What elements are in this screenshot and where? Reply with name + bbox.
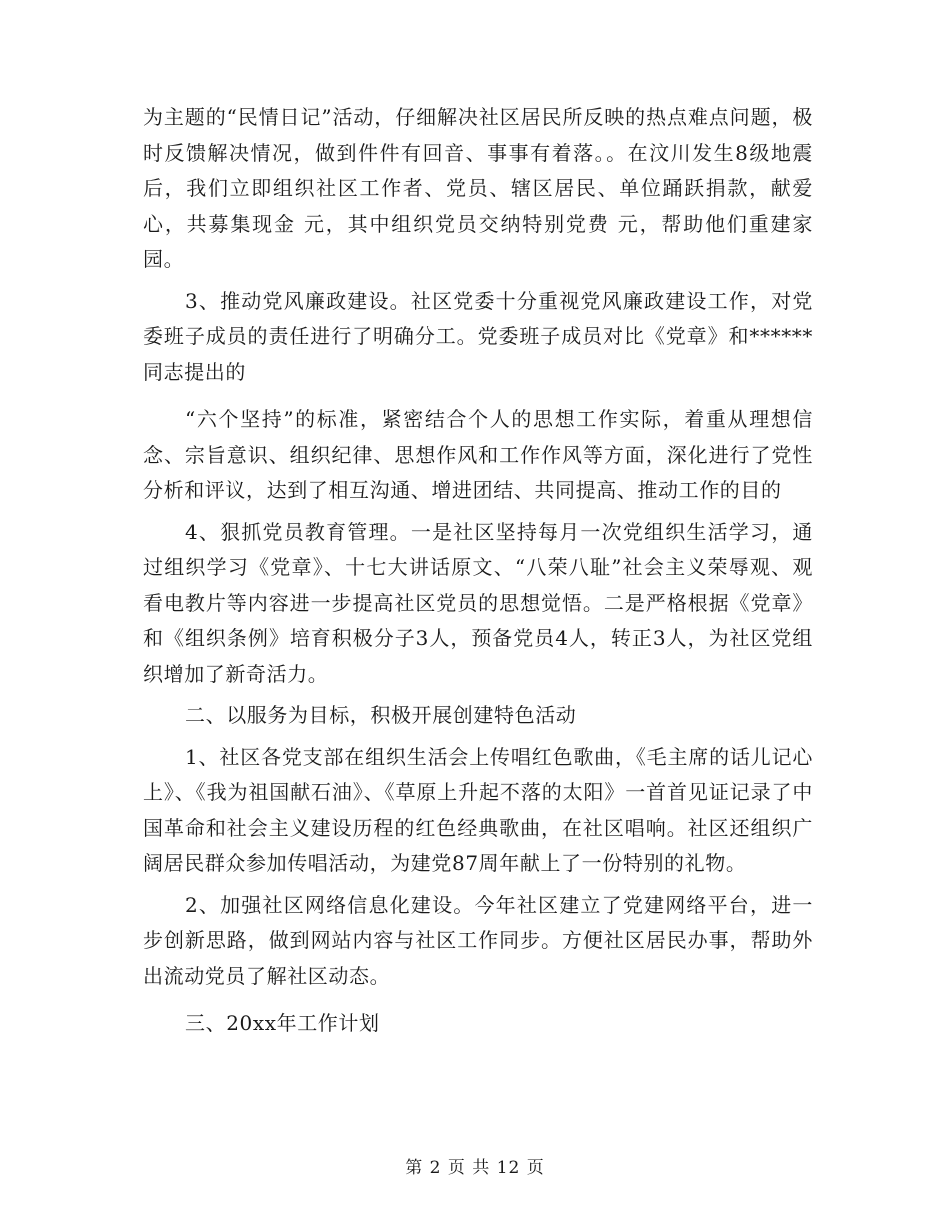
paragraph-six-persistences: “六个坚持”的标准，紧密结合个人的思想工作实际，着重从理想信念、宗旨意识、组织纪律、思想作风和工作作风等方面，深化进行了党性分析和评议，达到了相互沟通、增进团结、共同提高、推动工作的目的 [143,407,813,502]
page-number-footer: 第 2 页 共 12 页 [405,1158,545,1178]
paragraph-party-integrity: 3、推动党风廉政建设。社区党委十分重视党风廉政建设工作，对党委班子成员的责任进行了明确分工。党委班子成员对比《党章》和******同志提出的 [143,288,813,384]
paragraph-red-songs: 1、社区各党支部在组织生活会上传唱红色歌曲，《毛主席的话儿记心上》、《我为祖国献石油》、《草原上升起不落的太阳》一首首见证记录了中国革命和社会主义建设历程的红色经典歌曲，在社区唱响。社区还组织广阔居民群众参加传唱活动，为建党87周年献上了一份特别的礼物。 [143,744,813,875]
section-heading-work-plan: 三、20xx年工作计划 [185,1011,380,1035]
paragraph-minqing-diary: 为主题的“民情日记”活动，仔细解决社区居民所反映的热点难点问题，极时反馈解决情况，做到件件有回音、事事有着落。。在汶川发生8级地震后，我们立即组织社区工作者、党员、辖区居民、单位踊跃捐款，献爱心，共募集现金 元，其中组织党员交纳特别党费 元，帮助他们重建家园。 [143,105,813,271]
document-body [143,100,813,1042]
paragraph-member-education: 4、狠抓党员教育管理。一是社区坚持每月一次党组织生活学习，通过组织学习《党章》、十七大讲话原文、“八荣八耻”社会主义荣辱观、观看电教片等内容进一步提高社区党员的思想觉悟。二是严格根据《党章》和《组织条例》培育积极分子3人，预备党员4人，转正3人，为社区党组织增加了新奇活力。 [143,519,813,686]
section-heading-service: 二、以服务为目标，积极开展创建特色活动 [185,703,577,727]
paragraph-network-building: 2、加强社区网络信息化建设。今年社区建立了党建网络平台，进一步创新思路，做到网站内容与社区工作同步。方便社区居民办事，帮助外出流动党员了解社区动态。 [143,892,813,988]
